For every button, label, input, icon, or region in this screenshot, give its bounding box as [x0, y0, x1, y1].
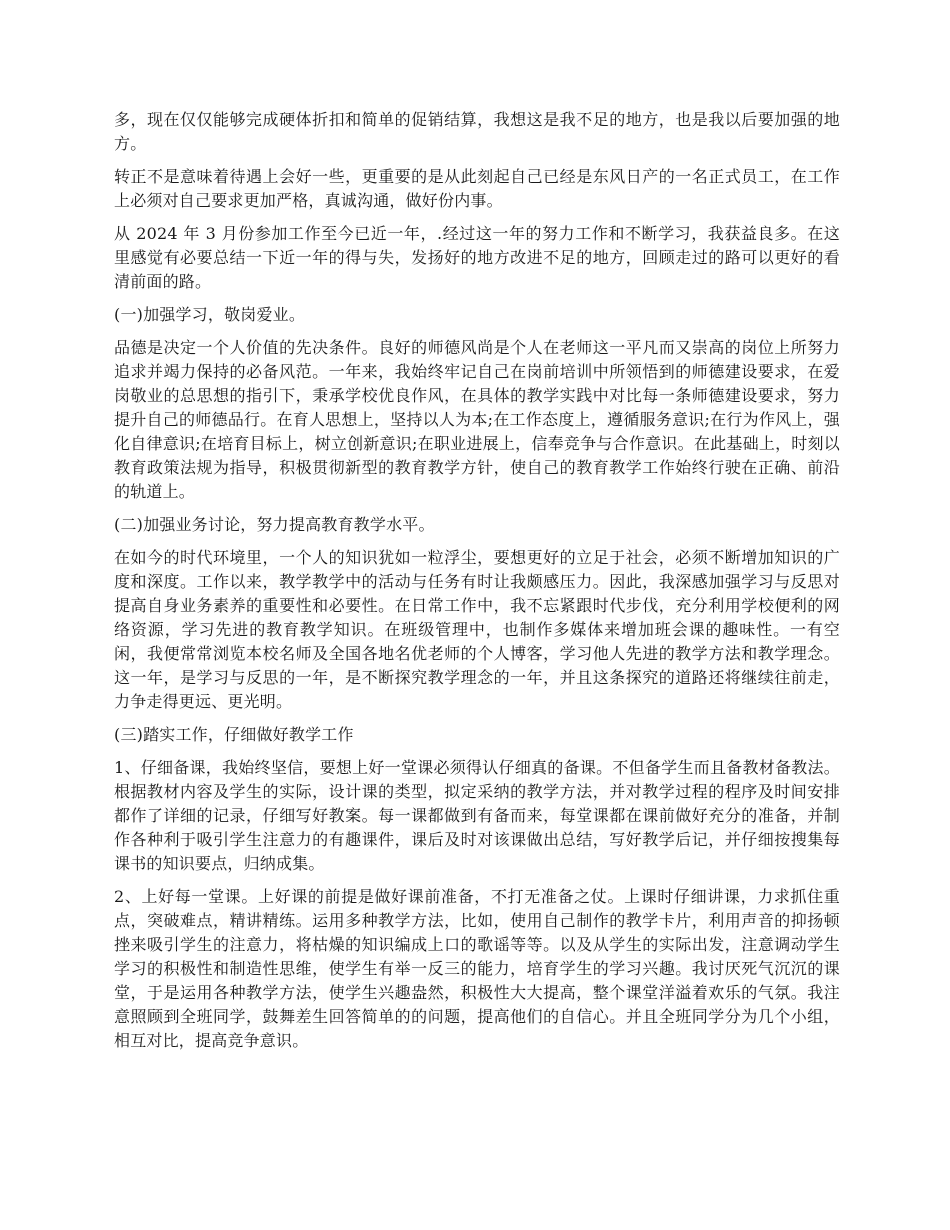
paragraph: 在如今的时代环境里，一个人的知识犹如一粒浮尘，要想更好的立足于社会，必须不断增加知识的广度和深度。工作以来，教学教学中的活动与任务有时让我颇感压力。因此，我深感加强学习与反思对提高自身业务素养的重要性和必要性。在日常工作中，我不忘紧跟时代步伐，充分利用学校便利的网络资源，学习先进的教育教学知识。在班级管理中，也制作多媒体来增加班会课的趣味性。一有空闲，我便常常浏览本校名师及全国各地名优老师的个人博客，学习他人先进的教学方法和教学理念。这一年，是学习与反思的一年，是不断探究教学理念的一年，并且这条探究的道路还将继续往前走，力争走得更远、更光明。 [114, 548, 840, 711]
paragraph: 品德是决定一个人价值的先决条件。良好的师德风尚是个人在老师这一平凡而又崇高的岗位上所努力追求并竭力保持的必备风范。一年来，我始终牢记自己在岗前培训中所领悟到的师德建设要求，在爱岗敬业的总思想的指引下，秉承学校优良作风，在具体的教学实践中对比每一条师德建设要求，努力提升自己的师德品行。在育人思想上，坚持以人为本;在工作态度上，遵循服务意识;在行为作风上，强化自律意识;在培育目标上，树立创新意识;在职业进展上，信奉竞争与合作意识。在此基础上，时刻以教育政策法规为指导，积极贯彻新型的教育教学方针，使自己的教育教学工作始终行驶在正确、前沿的轨道上。 [114, 338, 840, 501]
paragraph: 2、上好每一堂课。上好课的前提是做好课前准备，不打无准备之仗。上课时仔细讲课，力求抓住重点，突破难点，精讲精练。运用多种教学方法，比如，使用自己制作的教学卡片，利用声音的抑扬顿挫来吸引学生的注意力，将枯燥的知识编成上口的歌谣等等。以及从学生的实际出发，注意调动学生学习的积极性和制造性思维，使学生有举一反三的能力，培育学生的学习兴趣。我讨厌死气沉沉的课堂，于是运用各种教学方法，使学生兴趣盎然，积极性大大提高，整个课堂洋溢着欢乐的气氛。我注意照顾到全班同学，鼓舞差生回答简单的的问题，提高他们的自信心。并且全班同学分为几个小组，相互对比，提高竞争意识。 [114, 887, 840, 1050]
paragraph: 转正不是意味着待遇上会好一些，更重要的是从此刻起自己已经是东风日产的一名正式员工，在工作上必须对自己要求更加严格，真诚沟通，做好份内事。 [114, 167, 840, 210]
paragraph: 从 2024 年 3 月份参加工作至今已近一年，.经过这一年的努力工作和不断学习，我获益良多。在这里感觉有必要总结一下近一年的得与失，发扬好的地方改进不足的地方，回顾走过的路可以更好的看清前面的路。 [114, 224, 840, 291]
section-heading: (二)加强业务讨论，努力提高教育教学水平。 [114, 515, 435, 534]
document-page [114, 108, 840, 1062]
section-heading: (三)踏实工作，仔细做好教学工作 [114, 725, 354, 744]
section-heading: (一)加强学习，敬岗爱业。 [114, 305, 306, 324]
paragraph: 多，现在仅仅能够完成硬体折扣和简单的促销结算，我想这是我不足的地方，也是我以后要加强的地方。 [114, 110, 840, 153]
paragraph: 1、仔细备课，我始终坚信，要想上好一堂课必须得认仔细真的备课。不但备学生而且备教材备教法。根据教材内容及学生的实际，设计课的类型，拟定采纳的教学方法，并对教学过程的程序及时间安排都作了详细的记录，仔细写好教案。每一课都做到有备而来，每堂课都在课前做好充分的准备，并制作各种利于吸引学生注意力的有趣课件，课后及时对该课做出总结，写好教学后记，并仔细按搜集每课书的知识要点，归纳成集。 [114, 758, 840, 873]
